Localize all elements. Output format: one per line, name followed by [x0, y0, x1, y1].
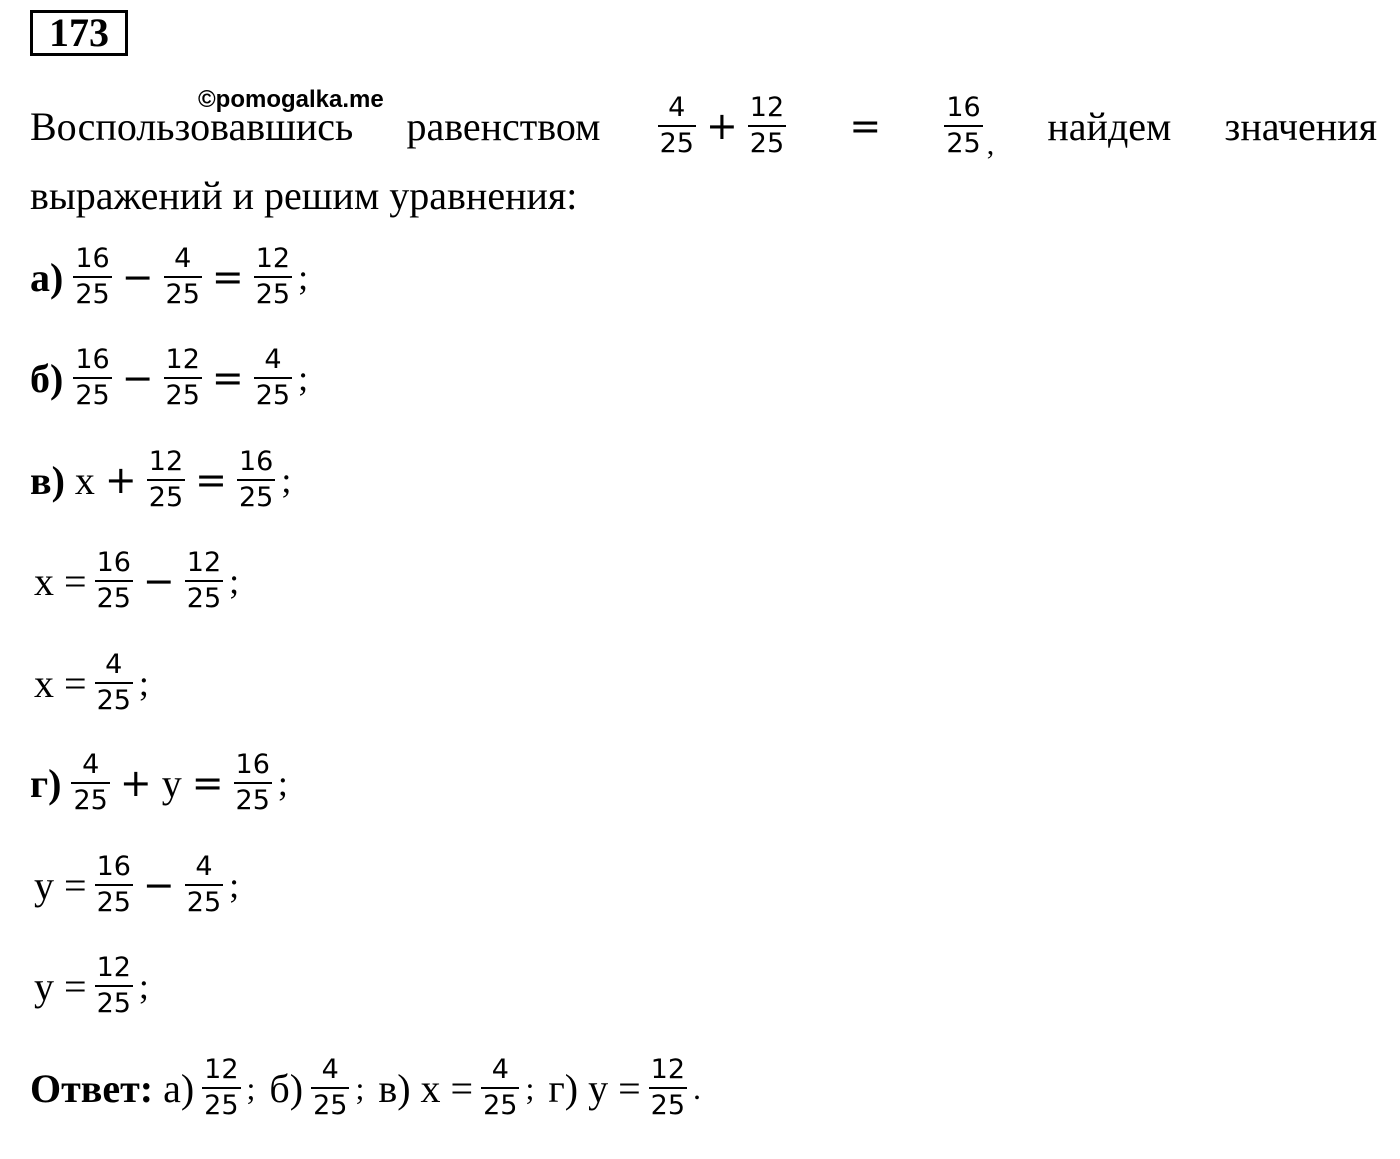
answer-item-label: в) x = [378, 1065, 474, 1111]
denominator: 25 [95, 580, 133, 616]
punctuation: ; [138, 663, 149, 703]
numerator: 12 [165, 344, 200, 375]
operator: + [119, 761, 152, 805]
operator: = [211, 255, 244, 299]
numerator: 4 [174, 243, 192, 274]
numerator: 4 [82, 749, 100, 780]
operator: = [849, 104, 882, 148]
answer-item-label: г) y = [548, 1065, 641, 1111]
equation-lhs: x = [34, 660, 87, 706]
denominator: 25 [71, 782, 109, 818]
denominator: 25 [254, 276, 292, 312]
numerator: 16 [75, 243, 110, 274]
punctuation: ; [277, 763, 288, 803]
punctuation: ; [246, 1069, 256, 1106]
numerator: 16 [235, 749, 270, 780]
operator: = [211, 356, 244, 400]
item-v-step-3 [30, 648, 149, 718]
fraction [311, 1053, 349, 1123]
numerator: 12 [749, 92, 785, 123]
fraction [164, 242, 202, 312]
fraction [481, 1053, 519, 1123]
intro-word: найдем [1047, 103, 1172, 149]
intro-word: Воспользовавшись [30, 103, 354, 149]
denominator: 25 [147, 479, 185, 515]
intro-line-2: выражений и решим уравнения: [30, 173, 578, 218]
fraction [73, 242, 111, 312]
numerator: 4 [195, 851, 213, 882]
watermark: ©pomogalka.me [198, 86, 384, 113]
fraction [944, 91, 982, 161]
operator: + [104, 458, 137, 502]
intro-equation [654, 91, 791, 161]
denominator: 25 [234, 782, 272, 818]
answer-item-label: б) [269, 1065, 304, 1111]
operator: − [142, 863, 175, 907]
punctuation: ; [229, 561, 240, 601]
intro-line-1 [30, 90, 1377, 162]
equation-lhs: y = [34, 963, 87, 1009]
punctuation: ; [281, 460, 292, 500]
item-label: б) [30, 355, 64, 401]
numerator: 12 [148, 446, 184, 477]
operator: = [195, 458, 227, 502]
denominator: 25 [164, 377, 202, 413]
fraction [202, 1053, 240, 1123]
denominator: 25 [202, 1087, 240, 1123]
fraction [95, 850, 133, 920]
fraction [185, 850, 223, 920]
fraction [164, 343, 202, 413]
numerator: 16 [96, 547, 131, 578]
fraction [95, 648, 133, 718]
answer-label: Ответ: [30, 1065, 154, 1111]
item-a [30, 242, 308, 312]
denominator: 25 [254, 377, 292, 413]
fraction [254, 242, 292, 312]
denominator: 25 [748, 125, 786, 161]
denominator: 25 [164, 276, 202, 312]
operator: + [705, 104, 738, 148]
denominator: 25 [73, 276, 111, 312]
denominator: 25 [649, 1087, 687, 1123]
numerator: 16 [96, 851, 131, 882]
denominator: 25 [185, 580, 223, 616]
numerator: 4 [105, 649, 123, 680]
item-g-step-2 [30, 850, 239, 920]
item-v [30, 445, 291, 515]
fraction [71, 748, 109, 818]
punctuation: , [986, 128, 995, 161]
numerator: 12 [255, 243, 291, 274]
denominator: 25 [658, 125, 696, 161]
item-label: г) [30, 760, 62, 806]
fraction [147, 445, 185, 515]
operator: = [191, 761, 224, 805]
variable: x [74, 457, 95, 503]
equation-lhs: x = [34, 558, 87, 604]
numerator: 4 [668, 92, 686, 123]
punctuation: ; [138, 966, 149, 1006]
operator: − [121, 255, 154, 299]
item-b [30, 343, 308, 413]
punctuation: ; [298, 257, 309, 297]
task-number: 173 [30, 10, 128, 56]
fraction [95, 951, 133, 1021]
denominator: 25 [237, 479, 275, 515]
punctuation: ; [355, 1069, 365, 1106]
denominator: 25 [311, 1087, 349, 1123]
numerator: 16 [238, 446, 274, 477]
fraction [237, 445, 275, 515]
intro-word: значения [1224, 103, 1377, 149]
operator: − [121, 356, 154, 400]
fraction [748, 91, 786, 161]
denominator: 25 [95, 884, 133, 920]
numerator: 12 [186, 547, 222, 578]
numerator: 16 [75, 344, 110, 375]
punctuation: ; [525, 1069, 535, 1106]
numerator: 12 [96, 952, 131, 983]
numerator: 12 [650, 1054, 686, 1085]
numerator: 4 [264, 344, 282, 375]
item-g [30, 748, 288, 818]
denominator: 25 [185, 884, 223, 920]
denominator: 25 [481, 1087, 519, 1123]
denominator: 25 [944, 125, 982, 161]
denominator: 25 [73, 377, 111, 413]
item-g-step-3 [30, 951, 149, 1021]
equation-lhs: y = [34, 862, 87, 908]
punctuation: . [693, 1069, 702, 1106]
item-label: в) [30, 457, 65, 503]
fraction [185, 546, 223, 616]
operator: − [142, 559, 175, 603]
variable: y [161, 760, 182, 806]
numerator: 4 [321, 1054, 339, 1085]
fraction [658, 91, 696, 161]
intro-result [940, 90, 994, 162]
answer-line [30, 1053, 701, 1123]
punctuation: ; [298, 358, 309, 398]
fraction [649, 1053, 687, 1123]
numerator: 4 [491, 1054, 509, 1085]
denominator: 25 [95, 985, 133, 1021]
answer-item-label: а) [163, 1065, 195, 1111]
item-label: а) [30, 254, 64, 300]
fraction [95, 546, 133, 616]
numerator: 12 [204, 1054, 239, 1085]
numerator: 16 [946, 92, 981, 123]
denominator: 25 [95, 682, 133, 718]
fraction [254, 343, 292, 413]
item-v-step-2 [30, 546, 239, 616]
fraction [234, 748, 272, 818]
fraction [73, 343, 111, 413]
intro-word: равенством [406, 103, 601, 149]
punctuation: ; [229, 865, 240, 905]
